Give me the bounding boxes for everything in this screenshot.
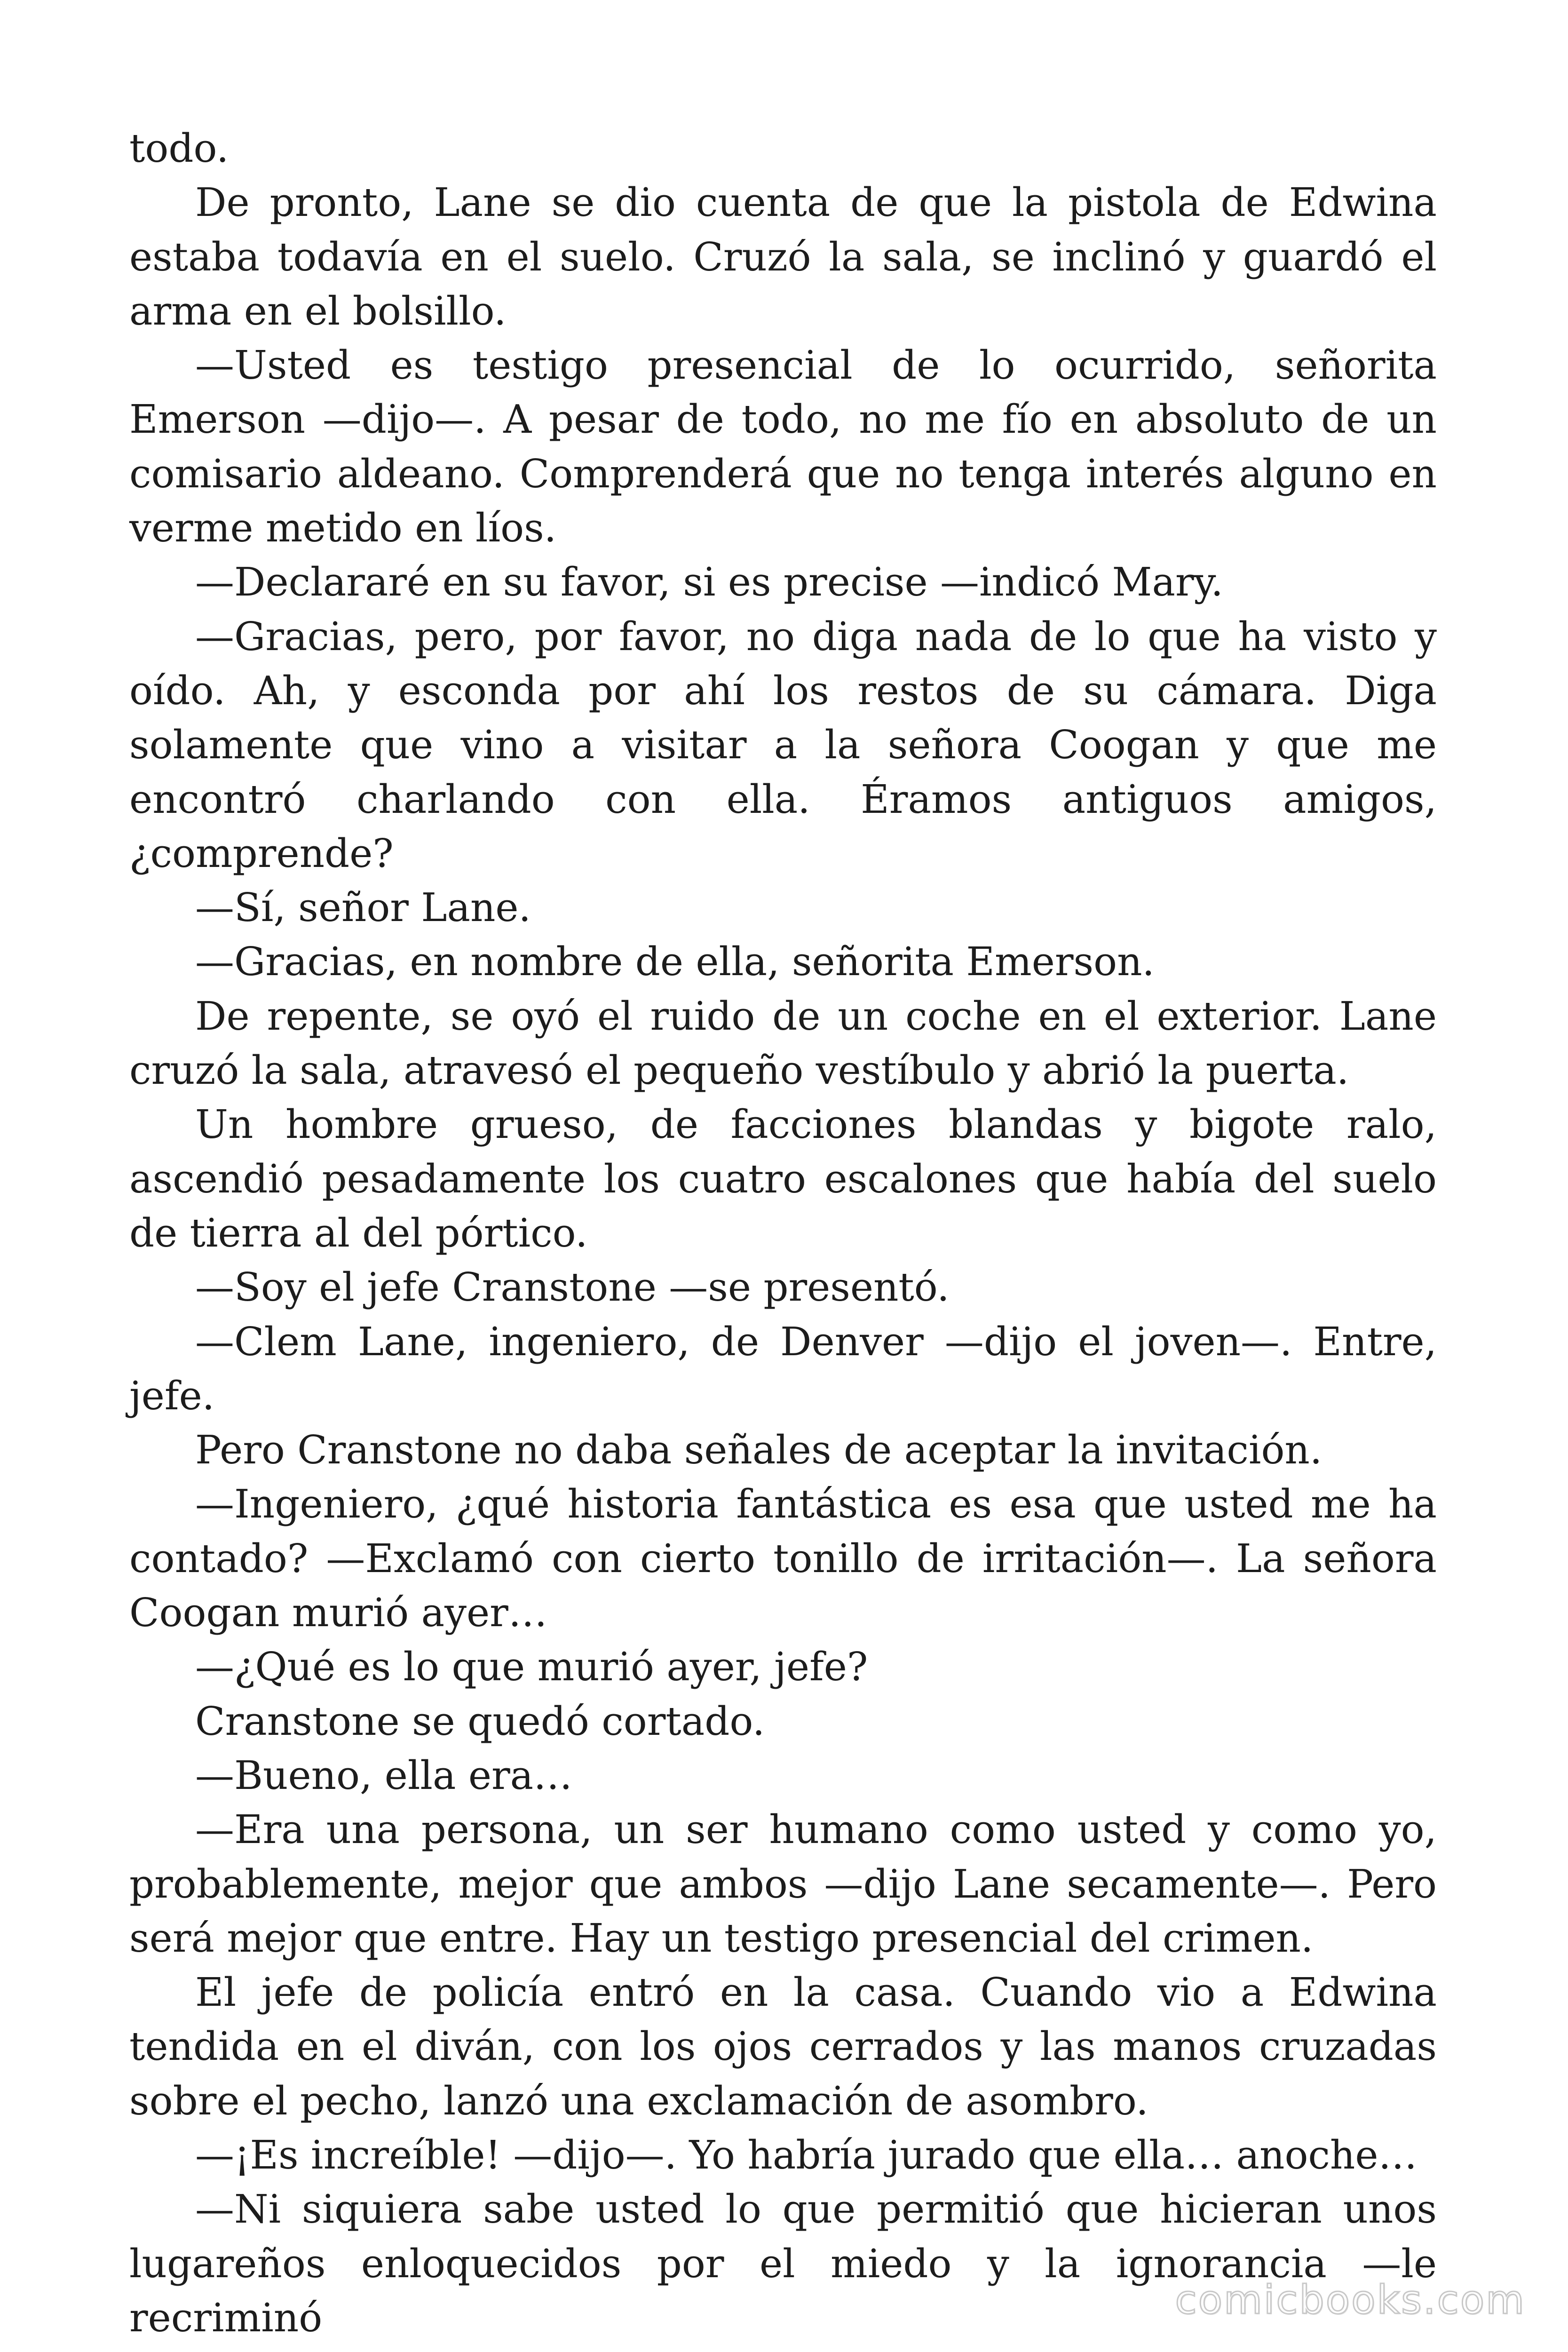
page-text	[129, 121, 1437, 2345]
paragraph: De pronto, Lane se dio cuenta de que la pistola de Edwina estaba todavía en el suelo. Cruzó la sala, se inclinó y guardó el arma en el bolsillo.	[129, 180, 1437, 334]
paragraph: Un hombre grueso, de facciones blandas y bigote ralo, ascendió pesadamente los cuatro escalones que había del suelo de tierra al del pórtico.	[129, 1102, 1437, 1256]
paragraph: —Gracias, en nombre de ella, señorita Emerson.	[195, 939, 1155, 985]
paragraph: Pero Cranstone no daba señales de aceptar la invitación.	[195, 1427, 1323, 1473]
paragraph: —Usted es testigo presencial de lo ocurrido, señorita Emerson —dijo—. A pesar de todo, no me fío en absoluto de un comisario aldeano. Comprenderá que no tenga interés alguno en verme metido en líos.	[129, 342, 1437, 551]
paragraph: Cranstone se quedó cortado.	[195, 1698, 765, 1744]
paragraph: —Soy el jefe Cranstone —se presentó.	[195, 1264, 950, 1311]
paragraph: —Bueno, ella era…	[195, 1752, 573, 1798]
paragraph: —¡Es increíble! —dijo—. Yo habría jurado que ella… anoche…	[195, 2132, 1418, 2178]
paragraph: El jefe de policía entró en la casa. Cuando vio a Edwina tendida en el diván, con los ojos cerrados y las manos cruzadas sobre el pecho, lanzó una exclamación de asombro.	[129, 1970, 1437, 2124]
paragraph: —¿Qué es lo que murió ayer, jefe?	[195, 1644, 868, 1690]
paragraph: —Gracias, pero, por favor, no diga nada de lo que ha visto y oído. Ah, y esconda por ahí los restos de su cámara. Diga solamente que vino a visitar a la señora Coogan y que me encontró charlando con ella. Éramos antiguos amigos, ¿comprende?	[129, 613, 1437, 876]
paragraph: De repente, se oyó el ruido de un coche en el exterior. Lane cruzó la sala, atravesó el pequeño vestíbulo y abrió la puerta.	[129, 993, 1437, 1094]
paragraph: —Clem Lane, ingeniero, de Denver —dijo el joven—. Entre, jefe.	[129, 1319, 1437, 1419]
paragraph: —Ingeniero, ¿qué historia fantástica es esa que usted me ha contado? —Exclamó con cierto tonillo de irritación—. La señora Coogan murió ayer…	[129, 1481, 1437, 1636]
paragraph-continued: todo.	[129, 126, 229, 171]
paragraph: —Era una persona, un ser humano como usted y como yo, probablemente, mejor que ambos —dijo Lane secamente—. Pero será mejor que entre. Hay un testigo presencial del crimen.	[129, 1807, 1437, 1961]
paragraph: —Sí, señor Lane.	[195, 885, 531, 931]
paragraph: —Declararé en su favor, si es precise —indicó Mary.	[195, 559, 1223, 605]
watermark: comicbooks.com	[1175, 2277, 1526, 2323]
paragraph: —Ni siquiera sabe usted lo que permitió que hicieran unos lugareños enloquecidos por el miedo y la ignorancia —le recriminó	[129, 2186, 1437, 2341]
